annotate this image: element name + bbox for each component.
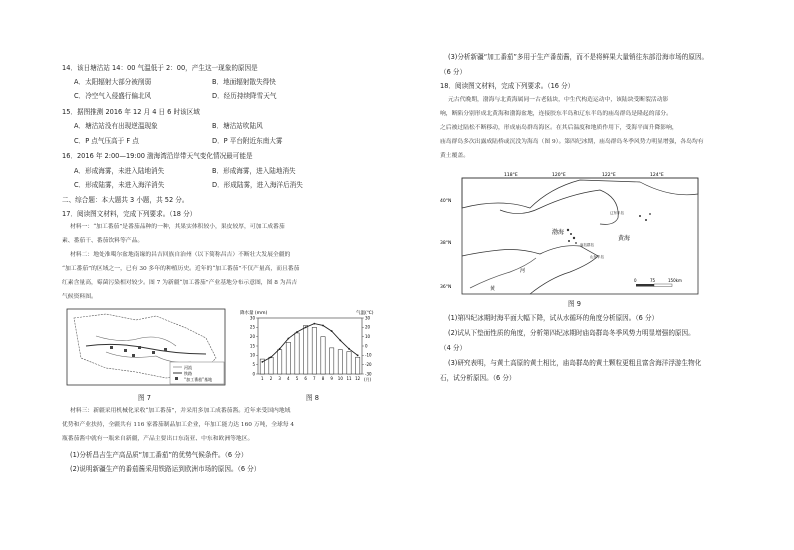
temperature-point [357, 354, 359, 356]
right-tick-label: -30 [365, 371, 372, 377]
precip-bar [312, 327, 316, 374]
label-bohai: 渤海 [552, 229, 565, 236]
temperature-point [279, 348, 281, 350]
month-label: 12 [355, 376, 361, 381]
right-tick-label: 0 [365, 343, 368, 349]
q14-option-a: A．太阳辐射大部分被削弱 [74, 78, 152, 86]
q15-option-d: D．P 平台附近东南大雾 [212, 137, 283, 145]
temperature-point [313, 323, 315, 325]
lat-label-38: 38°N [440, 241, 452, 246]
lon-label-118: 118°E [504, 173, 518, 178]
q18-stem: 18．阅读图文材料，完成下列要求。（16 分） [440, 82, 575, 90]
q17-material-3-line-2: 优势和产业扶持，全疆共有 116 家番茄制品加工企业，年加工能力达 160 万吨，全球每 4 [62, 422, 295, 428]
precip-bar [286, 342, 290, 374]
precip-bar [330, 348, 334, 374]
left-tick-label: 20 [249, 334, 255, 340]
q17-material-2-line-4: 气候资料图。 [62, 294, 97, 300]
q18-material-line-1: 元古代晚期，渤海与北黄海属同一古老陆块，中生代构造运动中，该陆块受断裂活动影 [448, 97, 669, 103]
label-he: 河 [520, 268, 526, 274]
q18-subquestion-1: (1)第四纪冰期时海平面大幅下降，试从水循环的角度分析原因。（6 分） [448, 314, 659, 322]
lat-label-40: 40°N [440, 199, 452, 204]
q17-subquestion-1: (1)分析昌吉生产高品质“加工番茄”的优势气候条件。（6 分） [70, 451, 248, 459]
temperature-point [339, 340, 341, 342]
left-tick-label: 10 [249, 352, 255, 358]
lon-label-122: 122°E [602, 173, 616, 178]
q18-subquestion-3-line-2: 石，试分析原因。（6 分） [440, 374, 516, 382]
month-unit: (月) [364, 377, 372, 382]
q18-material-line-4: 庙岛群岛多次出露成陆桥或沉没为海岛（图 9）。第四纪冰期，庙岛群岛冬季风势力明显增强，各岛均有 [440, 139, 704, 145]
scale-0: 0 [634, 278, 637, 283]
month-label: 2 [269, 376, 273, 381]
precip-bar [295, 333, 299, 374]
precip-bars [260, 325, 360, 374]
temperature-point [287, 338, 289, 340]
figure-7-caption: 图 7 [138, 394, 151, 402]
ylabel-left: 降水量 (mm) [240, 311, 268, 316]
right-tick-label: -20 [365, 362, 372, 368]
right-tick-label: 10 [365, 334, 371, 340]
q17-material-2-line-2: “加工番茄”的区域之一，已有 30 多年的种植历史。近年的“加工番茄”不仅产量高，而且番茄 [62, 266, 300, 272]
q18-material-line-5: 黄土覆盖。 [440, 153, 469, 159]
temperature-line [262, 324, 357, 362]
precip-bar [278, 350, 282, 374]
left-tick-label: 25 [249, 324, 255, 330]
q15-stem: 15．据图推测 2016 年 12 月 4 日 6 时该区域 [62, 108, 200, 116]
legend-railway: 铁路 [184, 371, 192, 376]
precip-bar [269, 357, 273, 374]
temperature-point [270, 356, 272, 358]
q15-option-c: C．P 点气压高于 F 点 [74, 137, 139, 145]
q17-subquestion-3-line-2: （6 分） [440, 68, 467, 76]
map-legend [170, 362, 224, 384]
figure-8-climate-chart [238, 308, 388, 388]
q16-option-a: A．形成海雾，未进入陆地消失 [74, 167, 165, 175]
q18-material-line-2: 响，断陷分别形成北黄海和渤海盆地，连接胶东半岛和辽东半岛的庙岛群岛是隆起的部分。 [440, 111, 672, 117]
q14-option-b: B．地面辐射散失得快 [212, 78, 276, 86]
lon-label-120: 120°E [552, 173, 566, 178]
scale-75: 75 [650, 278, 656, 283]
figure-7-map [66, 308, 226, 386]
q16-option-b: B．形成海雾，进入陆地消失 [212, 167, 296, 175]
month-label: 4 [287, 376, 290, 381]
precip-bar [356, 357, 360, 374]
temperature-points [261, 323, 358, 363]
month-labels [261, 376, 361, 381]
temperature-point [305, 326, 307, 328]
right-axis-ticks [362, 315, 372, 376]
legend-river: 河流 [184, 365, 192, 370]
figure-9-caption: 图 9 [568, 300, 581, 308]
left-tick-label: 5 [252, 362, 255, 368]
q17-material-1-line-2: 素、番茄干、番茄饮料等产品。 [62, 238, 144, 244]
q17-subquestion-2: (2)说明新疆生产的番茄酱采用铁路运到欧洲市场的原因。（6 分） [70, 465, 261, 473]
month-label: 3 [278, 376, 281, 381]
q15-option-a: A．塘沽站没有出现逆温现象 [74, 122, 158, 130]
q15-option-b: B．塘沽站吹陆风 [212, 122, 263, 130]
right-tick-label: 30 [365, 315, 371, 321]
label-huang: 黄 [490, 286, 496, 292]
q17-material-3-line-1: 材料三：新疆采用机械化采收“加工番茄”，并采用多加工成番茄酱。近年来受国内地域 [70, 408, 291, 414]
month-label: 6 [304, 376, 307, 381]
q14-option-d: D．经历持续降雪天气 [212, 92, 277, 100]
q17-material-3-line-3: 瓶番茄酱中就有一瓶来自新疆，产品主要出口东南亚、中东和欧洲等地区。 [62, 436, 254, 442]
label-liaodong: 辽东半岛 [610, 211, 624, 215]
precip-bar [338, 350, 342, 374]
ylabel-right: 气温(℃) [356, 311, 374, 316]
q18-material-line-3: 之后被过陆松不断移动，形成庙岛群岛海区。在其后温度和地质作用下，受海平面升降影响， [440, 125, 678, 131]
month-label: 1 [261, 376, 264, 381]
lat-label-36: 36°N [440, 285, 452, 290]
q17-subquestion-3-line-1: (3)分析新疆“加工番茄”多用于生产番茄酱，而不是将鲜果大量销往东部沿海市场的原因。 [448, 53, 709, 61]
label-huanghai: 黄海 [618, 235, 631, 242]
right-tick-label: 20 [365, 324, 371, 330]
q16-option-d: D．形成陆雾，进入海洋后消失 [212, 181, 303, 189]
lon-label-124: 124°E [650, 173, 664, 178]
map-frame [462, 178, 698, 294]
scale-150: 150km [668, 278, 682, 283]
temperature-point [261, 361, 263, 363]
temperature-point [331, 330, 333, 332]
legend-tomato-base: “加工番茄”基地 [184, 377, 213, 382]
q18-subquestion-3-line-1: (3)研究表明，与黄土高原的黄土相比，庙岛群岛的黄土颗粒更粗且富含海洋浮游生物化 [448, 359, 702, 367]
month-label: 10 [337, 376, 343, 381]
q14-stem: 14．该日塘沽站 14：00 气温低于 2：00，产生这一现象的原因是 [62, 64, 258, 72]
label-miaodao: 庙岛群岛 [580, 243, 594, 247]
temperature-point [348, 348, 350, 350]
precip-bar [347, 352, 351, 374]
left-tick-label: 30 [249, 315, 255, 321]
q18-subquestion-2: (2)试从下垫面性质的角度，分析第四纪冰期时庙岛群岛冬季风势力明显增强的原因。 [448, 329, 695, 337]
left-tick-label: 0 [252, 371, 255, 377]
temperature-point [322, 325, 324, 327]
figure-9-map [440, 168, 700, 296]
q17-material-2-line-3: 红素含量高，霉菌污染相对较少。图 7 为新疆“加工番茄”产业基地分布示意图，图 8 为昌吉 [62, 280, 298, 286]
section-2-heading: 二、综合题：本大题共 3 小题，共 52 分。 [62, 196, 189, 204]
month-label: 7 [313, 376, 316, 381]
precip-bar [304, 325, 308, 374]
figure-8-caption: 图 8 [306, 394, 319, 402]
q18-subquestion-2-score: （4 分） [440, 344, 467, 352]
temperature-point [296, 331, 298, 333]
q14-option-c: C．冷空气入侵盛行偏北风 [74, 92, 152, 100]
right-tick-label: -10 [365, 352, 372, 358]
q17-material-2-line-1: 材料二：地处准噶尔盆地南缘的昌吉回族自治州（以下简称昌吉）不断壮大发展全疆的 [70, 252, 291, 258]
month-label: 9 [330, 376, 333, 381]
month-label: 5 [295, 376, 299, 381]
left-axis-ticks [250, 315, 258, 376]
precip-bar [321, 337, 325, 374]
q17-material-1-line-1: 材料一：“加工番茄”是番茄品种的一种，其果实体积较小，果皮较厚，可加工成番茄 [70, 224, 285, 230]
left-tick-label: 15 [249, 343, 255, 349]
q16-option-c: C．形成陆雾，未进入海洋消失 [74, 181, 165, 189]
q17-stem: 17．阅读图文材料，完成下列要求。（18 分） [62, 210, 197, 218]
q16-stem: 16．2016 年 2:00—19:00 渤海湾沿岸带天气变化情况最可能是 [62, 152, 253, 160]
label-shandong: 山东半岛 [590, 255, 604, 259]
month-label: 8 [321, 376, 325, 381]
month-label: 11 [346, 376, 352, 381]
